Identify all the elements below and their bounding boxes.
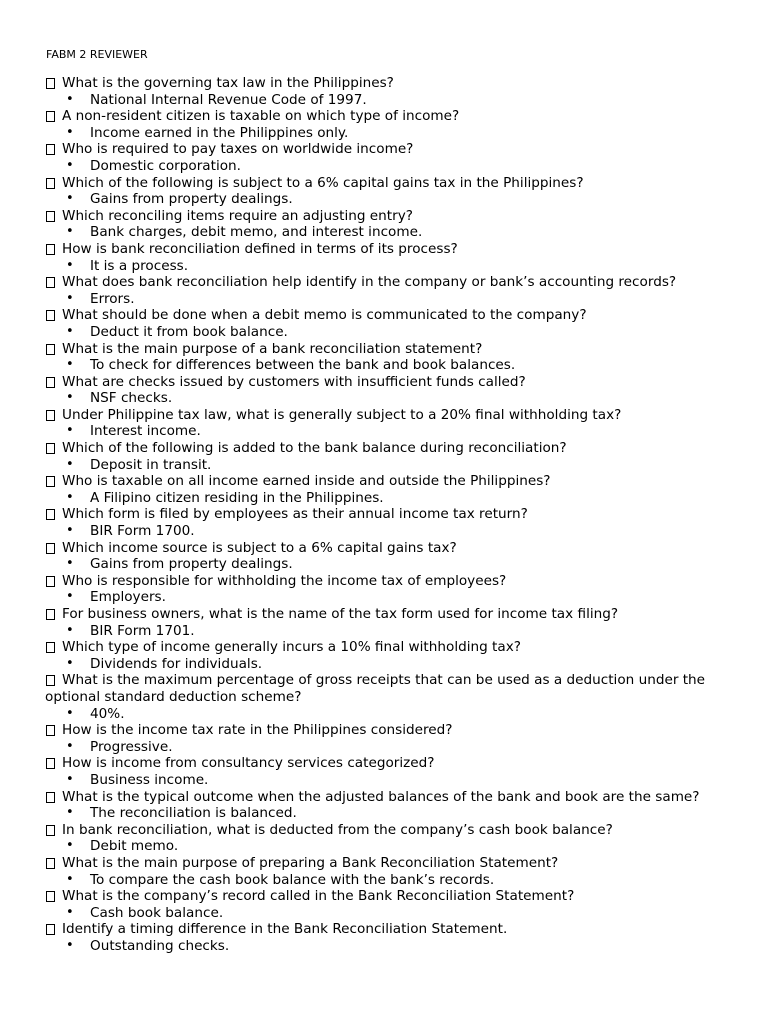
qa-item (45, 341, 725, 374)
answer-text: Dividends for individuals. (90, 655, 263, 672)
question (45, 175, 725, 192)
qa-item (45, 540, 725, 573)
answer (45, 556, 725, 573)
answer-text: To check for differences between the bank and book balances. (90, 357, 516, 374)
bullet-dot-icon: • (66, 771, 74, 787)
question (45, 274, 725, 291)
question (45, 440, 725, 457)
question (45, 407, 725, 424)
question (45, 672, 725, 705)
bullet-dot-icon: • (66, 904, 74, 920)
answer (45, 390, 725, 407)
checkbox-square-icon (46, 310, 55, 321)
question (45, 573, 725, 590)
bullet-dot-icon: • (66, 705, 74, 721)
answer-text: BIR Form 1701. (90, 622, 195, 639)
answer (45, 656, 725, 673)
checkbox-square-icon (46, 891, 55, 902)
answer (45, 805, 725, 822)
answer-text: Progressive. (90, 738, 173, 755)
qa-item (45, 822, 725, 855)
question-text: Who is taxable on all income earned inside and outside the Philippines? (62, 473, 551, 490)
question-text: In bank reconciliation, what is deducted from the company’s cash book balance? (62, 821, 613, 838)
question-text: Identify a timing difference in the Bank Reconciliation Statement. (62, 921, 508, 938)
answer-text: Business income. (90, 771, 209, 788)
question (45, 108, 725, 125)
answer-text: Debit memo. (90, 838, 179, 855)
answer (45, 772, 725, 789)
answer-text: Income earned in the Philippines only. (90, 124, 349, 141)
checkbox-square-icon (46, 675, 55, 686)
bullet-dot-icon: • (66, 456, 74, 472)
answer-text: Bank charges, debit memo, and interest income. (90, 224, 423, 241)
question (45, 473, 725, 490)
answer-text: Gains from property dealings. (90, 556, 293, 573)
answer-text: NSF checks. (90, 390, 173, 407)
answer (45, 457, 725, 474)
question-text: A non-resident citizen is taxable on which type of income? (62, 108, 460, 125)
qa-list (45, 75, 725, 954)
question (45, 606, 725, 623)
qa-item (45, 789, 725, 822)
answer-text: Deposit in transit. (90, 456, 212, 473)
answer-text: Employers. (90, 589, 166, 606)
bullet-dot-icon: • (66, 589, 74, 605)
answer-text: To compare the cash book balance with the bank’s records. (90, 871, 495, 888)
question-text: Which of the following is subject to a 6% capital gains tax in the Philippines? (62, 174, 584, 191)
answer (45, 324, 725, 341)
checkbox-square-icon (46, 609, 55, 620)
question-text: How is income from consultancy services categorized? (62, 755, 435, 772)
answer-text: Deduct it from book balance. (90, 323, 288, 340)
bullet-dot-icon: • (66, 805, 74, 821)
answer (45, 357, 725, 374)
question-text: How is the income tax rate in the Philippines considered? (62, 722, 453, 739)
answer (45, 158, 725, 175)
checkbox-square-icon (46, 476, 55, 487)
question-text: Which reconciling items require an adjusting entry? (62, 207, 413, 224)
question (45, 141, 725, 158)
bullet-dot-icon: • (66, 523, 74, 539)
bullet-dot-icon: • (66, 357, 74, 373)
question-text: Under Philippine tax law, what is generally subject to a 20% final withholding tax? (62, 406, 622, 423)
checkbox-square-icon (46, 642, 55, 653)
bullet-dot-icon: • (66, 738, 74, 754)
qa-item (45, 722, 725, 755)
question-text: Which form is filed by employees as their annual income tax return? (62, 506, 528, 523)
answer (45, 423, 725, 440)
answer (45, 291, 725, 308)
answer-text: BIR Form 1700. (90, 523, 195, 540)
bullet-dot-icon: • (66, 838, 74, 854)
question (45, 341, 725, 358)
answer-text: Outstanding checks. (90, 937, 230, 954)
bullet-dot-icon: • (66, 191, 74, 207)
answer-text: Domestic corporation. (90, 157, 241, 174)
question-text: What is the company’s record called in the Bank Reconciliation Statement? (62, 888, 575, 905)
qa-item (45, 175, 725, 208)
checkbox-square-icon (46, 509, 55, 520)
question (45, 75, 725, 92)
bullet-dot-icon: • (66, 290, 74, 306)
checkbox-square-icon (46, 792, 55, 803)
checkbox-square-icon (46, 178, 55, 189)
qa-item (45, 108, 725, 141)
question-text: Which of the following is added to the bank balance during reconciliation? (62, 440, 567, 457)
answer (45, 838, 725, 855)
bullet-dot-icon: • (66, 937, 74, 953)
answer (45, 523, 725, 540)
answer-text: National Internal Revenue Code of 1997. (90, 91, 367, 108)
question (45, 374, 725, 391)
question-text: Which type of income generally incurs a 10% final withholding tax? (62, 639, 521, 656)
answer (45, 589, 725, 606)
bullet-dot-icon: • (66, 489, 74, 505)
qa-item (45, 639, 725, 672)
question (45, 506, 725, 523)
answer-text: Cash book balance. (90, 904, 224, 921)
bullet-dot-icon: • (66, 224, 74, 240)
qa-item (45, 407, 725, 440)
bullet-dot-icon: • (66, 871, 74, 887)
answer (45, 938, 725, 955)
qa-item (45, 755, 725, 788)
bullet-dot-icon: • (66, 423, 74, 439)
checkbox-square-icon (46, 576, 55, 587)
checkbox-square-icon (46, 244, 55, 255)
answer (45, 92, 725, 109)
document-title: FABM 2 REVIEWER (46, 48, 148, 61)
checkbox-square-icon (46, 111, 55, 122)
question (45, 789, 725, 806)
question-text: Who is required to pay taxes on worldwide income? (62, 141, 414, 158)
qa-item (45, 606, 725, 639)
question (45, 921, 725, 938)
answer (45, 623, 725, 640)
question (45, 208, 725, 225)
question-text: What does bank reconciliation help identify in the company or bank’s accounting records? (62, 274, 677, 291)
checkbox-square-icon (46, 825, 55, 836)
checkbox-square-icon (46, 924, 55, 935)
answer (45, 872, 725, 889)
question (45, 888, 725, 905)
question (45, 639, 725, 656)
checkbox-square-icon (46, 144, 55, 155)
qa-item (45, 208, 725, 241)
question-text: What are checks issued by customers with insufficient funds called? (62, 373, 526, 390)
answer (45, 490, 725, 507)
checkbox-square-icon (46, 410, 55, 421)
qa-item (45, 506, 725, 539)
bullet-dot-icon: • (66, 257, 74, 273)
question (45, 822, 725, 839)
question-text: What is the typical outcome when the adjusted balances of the bank and book are the same? (62, 788, 700, 805)
answer-text: Interest income. (90, 423, 201, 440)
question-text: Which income source is subject to a 6% capital gains tax? (62, 539, 457, 556)
answer-text: A Filipino citizen residing in the Philippines. (90, 489, 384, 506)
qa-item (45, 75, 725, 108)
answer (45, 706, 725, 723)
bullet-dot-icon: • (66, 157, 74, 173)
answer-text: The reconciliation is balanced. (90, 805, 297, 822)
answer (45, 224, 725, 241)
qa-item (45, 374, 725, 407)
question (45, 755, 725, 772)
answer (45, 905, 725, 922)
bullet-dot-icon: • (66, 91, 74, 107)
qa-item (45, 274, 725, 307)
question-text: Who is responsible for withholding the income tax of employees? (62, 572, 507, 589)
checkbox-square-icon (46, 277, 55, 288)
question (45, 722, 725, 739)
answer (45, 125, 725, 142)
question-text: For business owners, what is the name of the tax form used for income tax filing? (62, 606, 619, 622)
qa-item (45, 307, 725, 340)
bullet-dot-icon: • (66, 124, 74, 140)
question-text: What is the main purpose of preparing a Bank Reconciliation Statement? (62, 854, 559, 871)
checkbox-square-icon (46, 758, 55, 769)
question-text: What is the main purpose of a bank reconciliation statement? (62, 340, 483, 357)
answer (45, 258, 725, 275)
answer-text: It is a process. (90, 257, 189, 274)
checkbox-square-icon (46, 543, 55, 554)
answer-text: Gains from property dealings. (90, 191, 293, 208)
qa-item (45, 473, 725, 506)
qa-item (45, 241, 725, 274)
qa-item (45, 141, 725, 174)
bullet-dot-icon: • (66, 655, 74, 671)
bullet-dot-icon: • (66, 556, 74, 572)
qa-item (45, 672, 725, 722)
bullet-dot-icon: • (66, 323, 74, 339)
checkbox-square-icon (46, 211, 55, 222)
checkbox-square-icon (46, 443, 55, 454)
question-text: What is the maximum percentage of gross receipts that can be used as a deduction under the optional standard deduction scheme? (45, 672, 706, 705)
qa-item (45, 440, 725, 473)
qa-item (45, 855, 725, 888)
qa-item (45, 573, 725, 606)
answer (45, 191, 725, 208)
qa-item (45, 921, 725, 954)
bullet-dot-icon: • (66, 622, 74, 638)
question-text: What should be done when a debit memo is communicated to the company? (62, 307, 587, 324)
checkbox-square-icon (46, 377, 55, 388)
question-text: What is the governing tax law in the Philippines? (62, 75, 394, 91)
checkbox-square-icon (46, 725, 55, 736)
question (45, 241, 725, 258)
bullet-dot-icon: • (66, 390, 74, 406)
answer-text: Errors. (90, 290, 135, 307)
checkbox-square-icon (46, 344, 55, 355)
question (45, 307, 725, 324)
question (45, 855, 725, 872)
answer (45, 739, 725, 756)
qa-item (45, 888, 725, 921)
question-text: How is bank reconciliation defined in terms of its process? (62, 240, 458, 257)
question (45, 540, 725, 557)
checkbox-square-icon (46, 858, 55, 869)
checkbox-square-icon (46, 78, 55, 89)
answer-text: 40%. (90, 705, 125, 722)
